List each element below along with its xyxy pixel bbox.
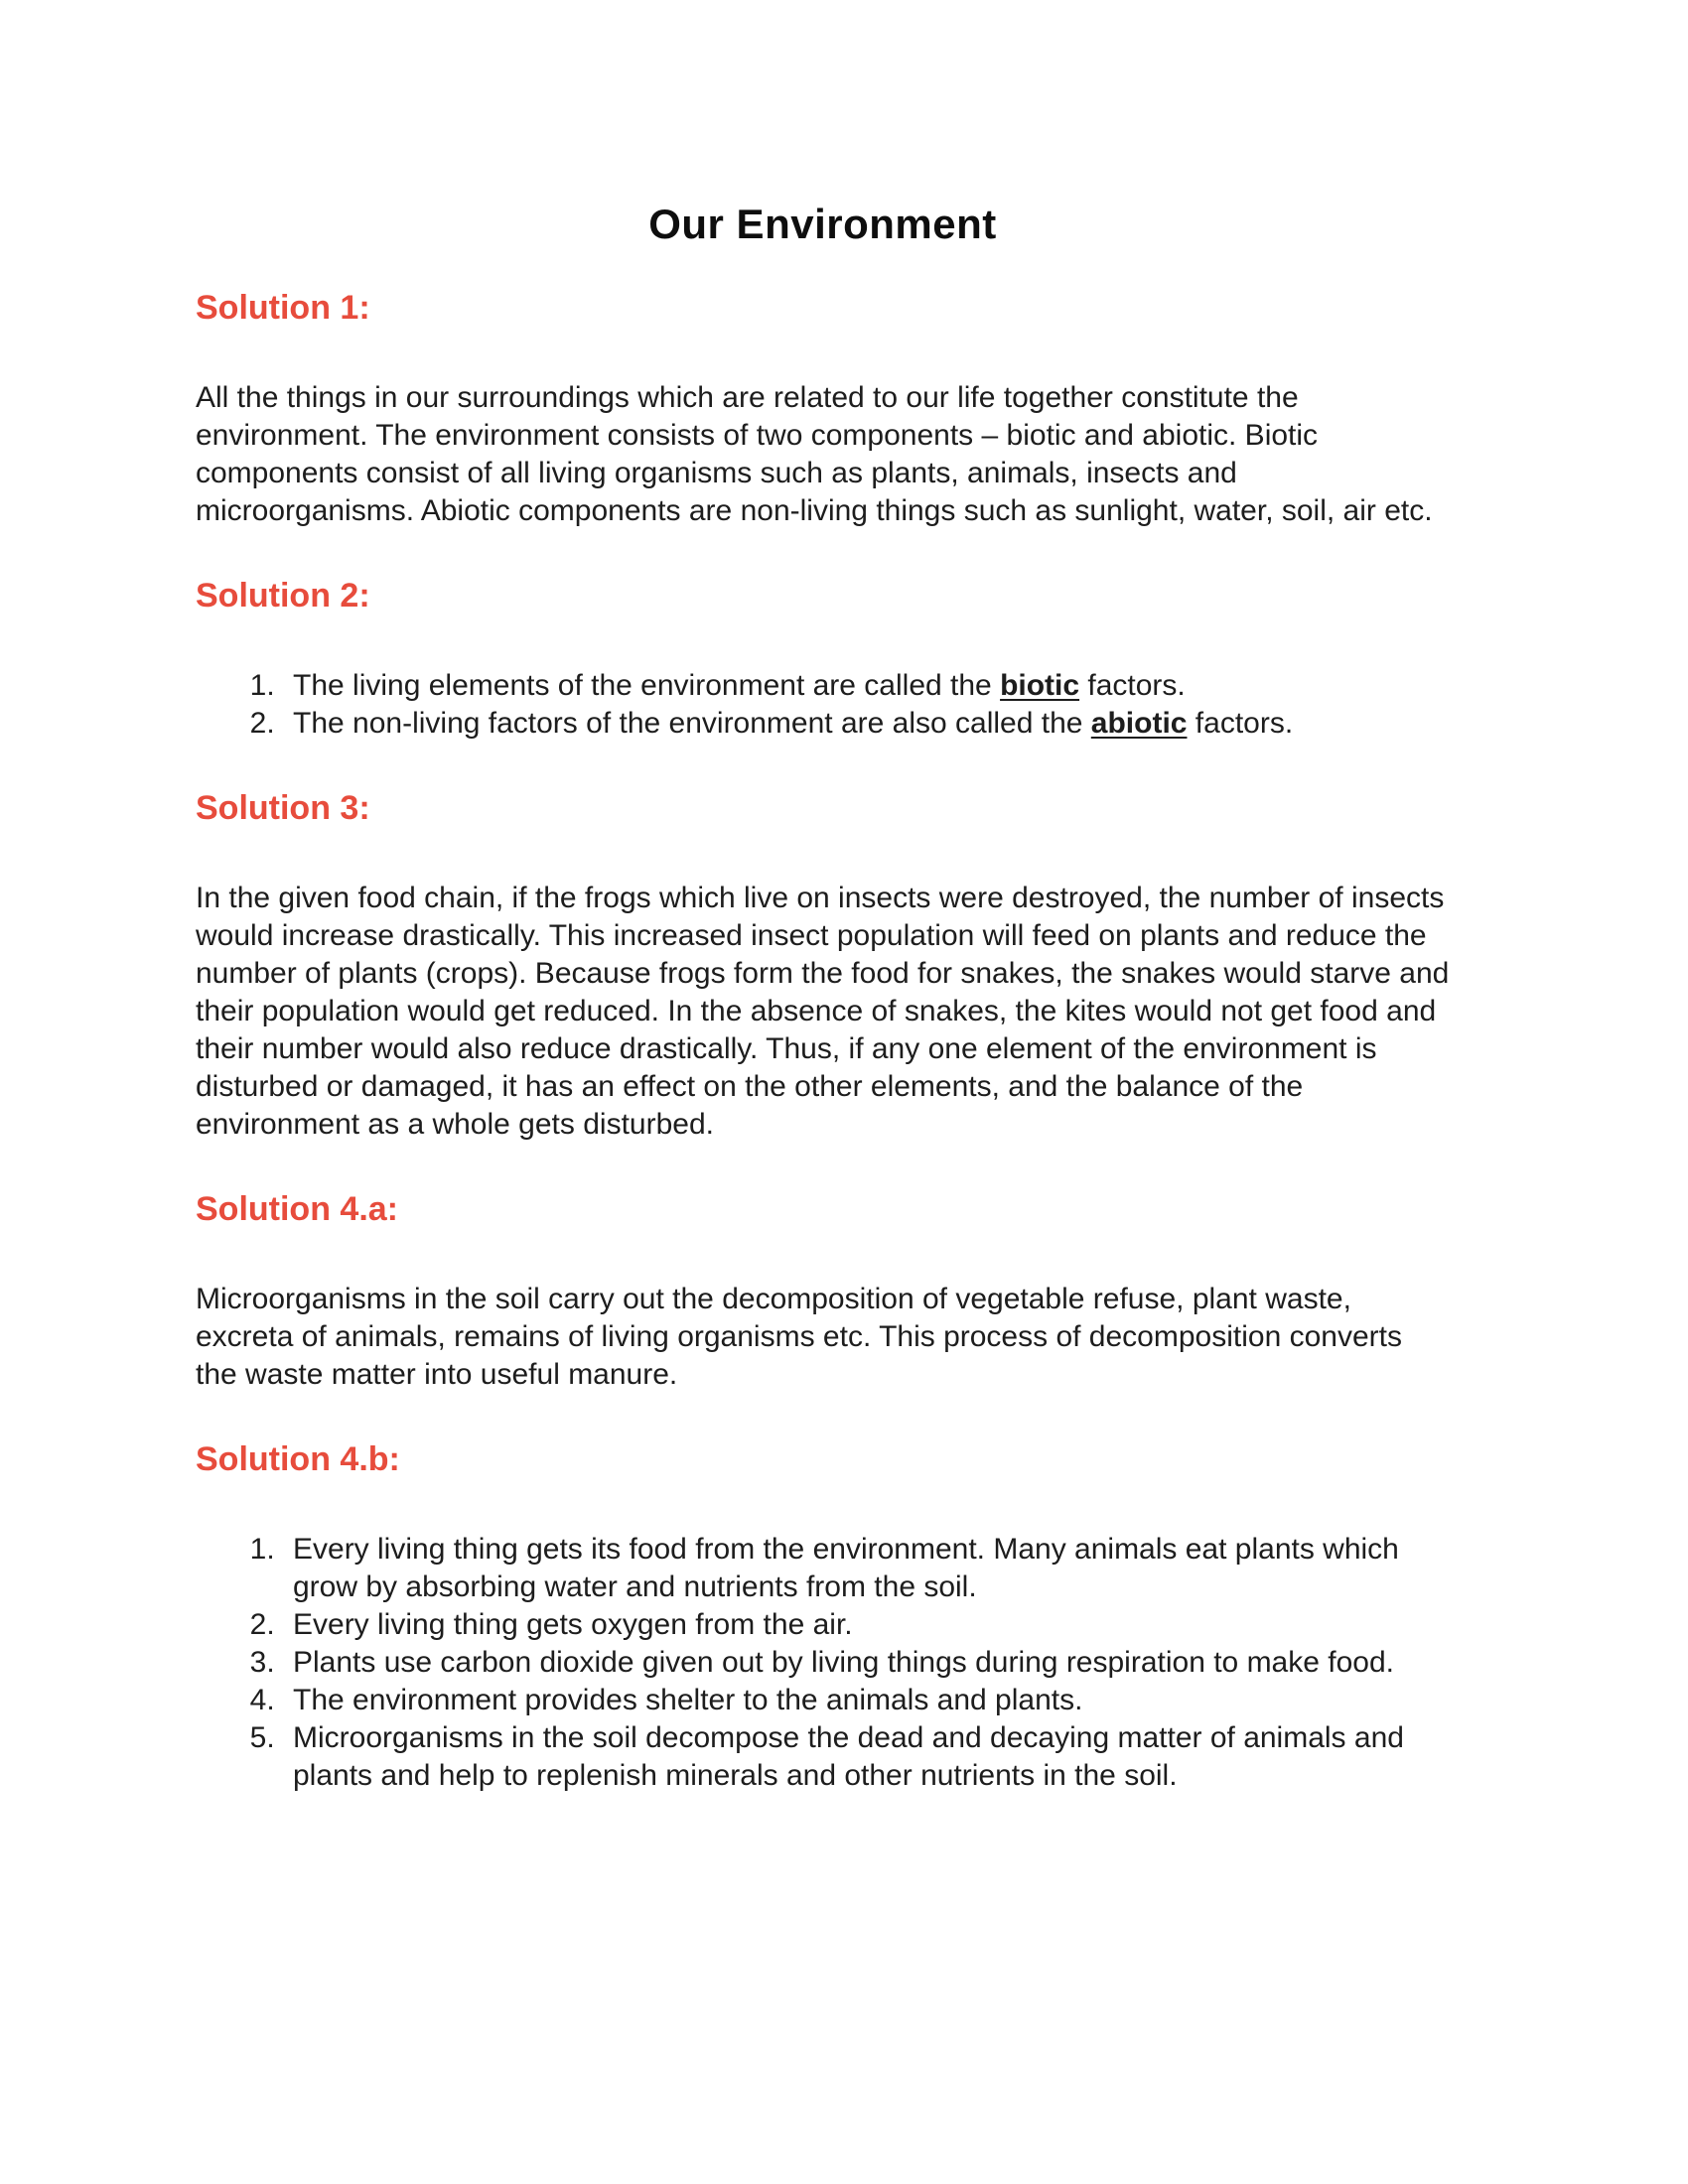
solution-1-heading: Solution 1: <box>196 289 370 327</box>
list-item: 2. Every living thing gets oxygen from the air. <box>283 1606 1450 1644</box>
list-item: 1. Every living thing gets its food from the environment. Many animals eat plants which grow by absorbing water and nutrients from the soil. <box>283 1531 1450 1606</box>
key-term-abiotic: abiotic <box>1090 707 1188 740</box>
solution-2-list <box>196 667 1450 743</box>
page-title: Our Environment <box>648 201 997 247</box>
solution-1-paragraph: All the things in our surroundings which are related to our life together constitute the environment. The environment consists of two components – biotic and abiotic. Biotic components consist of all living organisms such as plants, animals, insects and microorganisms. Abiotic components are non-living things such as sunlight, water, soil, air etc. <box>196 381 1433 527</box>
list-item <box>283 667 1450 705</box>
list-item-text: The non-living factors of the environment are also called the <box>293 707 1091 740</box>
solution-3-heading: Solution 3: <box>196 789 370 827</box>
list-item: 3. Plants use carbon dioxide given out by living things during respiration to make food. <box>283 1644 1450 1682</box>
list-item: 5. Microorganisms in the soil decompose the dead and decaying matter of animals and plants and help to replenish minerals and other nutrients in the soil. <box>283 1719 1450 1795</box>
solution-3-paragraph: In the given food chain, if the frogs which live on insects were destroyed, the number of insects would increase drastically. This increased insect population will feed on plants and reduce the number of plants (crops). Because frogs form the food for snakes, the snakes would starve and their population would get reduced. In the absence of snakes, the kites would not get food and their number would also reduce drastically. Thus, if any one element of the environment is disturbed or damaged, it has an effect on the other elements, and the balance of the environment as a whole gets disturbed. <box>196 882 1450 1141</box>
solution-4b-list <box>196 1531 1450 1795</box>
solution-2-heading: Solution 2: <box>196 577 370 614</box>
list-item: 4. The environment provides shelter to the animals and plants. <box>283 1682 1450 1719</box>
solution-4b-heading: Solution 4.b: <box>196 1440 400 1478</box>
list-item <box>283 705 1450 743</box>
solution-4a-heading: Solution 4.a: <box>196 1190 398 1228</box>
list-item-text: The living elements of the environment are called the <box>293 669 1001 702</box>
key-term-biotic: biotic <box>1000 669 1080 702</box>
list-item-text: factors. <box>1079 669 1186 702</box>
solution-4a-paragraph: Microorganisms in the soil carry out the decomposition of vegetable refuse, plant waste, excreta of animals, remains of living organisms etc. This process of decomposition converts the waste matter into useful manure. <box>196 1283 1402 1391</box>
list-item-text: factors. <box>1187 707 1294 740</box>
